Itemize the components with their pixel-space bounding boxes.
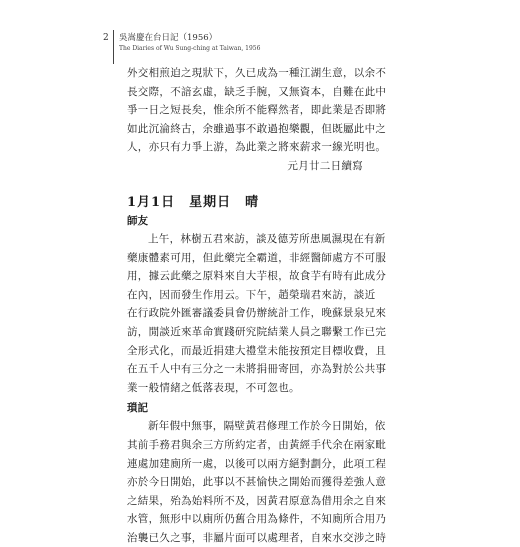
text-line: 業一般情緒之低落表現，不可忽也。 xyxy=(127,381,300,394)
text-line: 治襲已久之事，非屬片面可以處理者，自來水交涉之時 xyxy=(127,531,387,544)
text-line: 用，據云此藥之原料來自大芋根，故食芋有時有此成分 xyxy=(127,270,387,283)
text-line: 連處加建廁所一處，以後可以兩方絕對劃分，此項工程 xyxy=(127,457,387,470)
section-heading-friends: 師友 xyxy=(127,214,148,227)
page-content xyxy=(127,64,387,547)
text-line: 新年假中無事，隔壁黃君修理工作於今日開始，依 xyxy=(148,420,386,433)
text-line: 長交際，不諳玄虛，缺乏手腕，又無資本，自難在此中 xyxy=(127,85,387,98)
section-heading-miscellany: 瑣記 xyxy=(127,402,148,415)
text-line: 其前手務君與余三方所約定者，由黃經手代余在兩家毗 xyxy=(127,438,387,451)
entry-date-heading: 1月1日 星期日 晴 xyxy=(127,194,260,210)
text-line: 之結果，殆為始料所不及，因黃君原意為借用余之自來 xyxy=(127,494,387,507)
text-line: 在行政院外匯審議委員會仍辦統計工作，晚蘇景泉兄來 xyxy=(127,307,387,320)
text-line: 亦於今日開始，此事以不甚愉快之開始而獲得差強人意 xyxy=(127,476,387,489)
preface-signoff-date: 元月廿二日續寫 xyxy=(287,159,363,172)
text-line: 在內，因而發生作用云。下午，趙榮瑞君來訪，談近 xyxy=(127,288,376,301)
text-line: 爭一日之短長矣，惟余所不能釋然者，即此業是否即將 xyxy=(127,104,387,117)
section-body-friends xyxy=(127,230,387,397)
page-number: 2 xyxy=(103,33,109,43)
preface-paragraph xyxy=(127,64,387,157)
text-line: 訪，閒談近來革命實踐研究院結業人員之聯繫工作已完 xyxy=(127,325,387,338)
section-body-miscellany xyxy=(127,417,387,547)
text-line: 外交相煎迫之現狀下，久已成為一種江湖生意，以余不 xyxy=(127,67,387,79)
text-line: 在五千人中有三分之一未將捐冊寄回，亦為對於公共事 xyxy=(127,363,387,376)
header-divider xyxy=(113,30,114,64)
text-line: 人，亦只有力爭上游，為此業之將來薪求一線光明也。 xyxy=(127,141,387,154)
text-line: 水管，無形中以廁所仍舊合用為條件，不知廁所合用乃 xyxy=(127,513,387,526)
text-line: 如此沉淪終古，余雖過事不敢過抱樂觀，但既屬此中之 xyxy=(127,122,387,135)
text-line: 上午，林樹五君來訪，談及德芳所患風濕現在有新 xyxy=(148,232,386,245)
running-header-chinese: 吳嵩慶在台日記（1956） xyxy=(119,33,218,43)
text-line: 藥康體素可用，但此藥完全霸道，非經醫師處方不可服 xyxy=(127,251,387,264)
text-line: 全形式化，而最近捐建大禮堂未能按預定目標收費，且 xyxy=(127,344,387,357)
running-header-english: The Diaries of Wu Sung-ching at Taiwan, 1956 xyxy=(119,45,261,52)
